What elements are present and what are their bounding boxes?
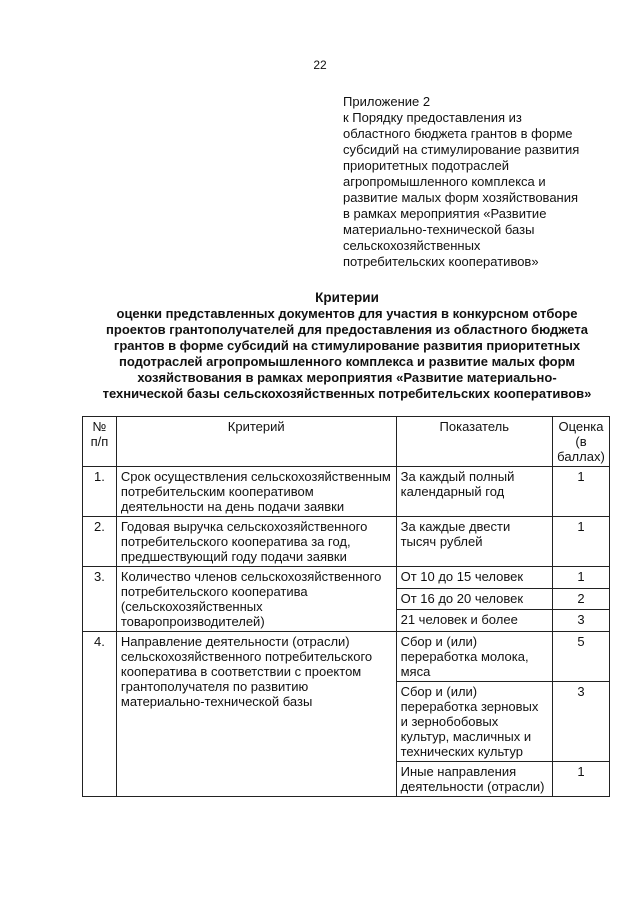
- page-number: 22: [313, 58, 327, 72]
- row-score: 1: [552, 567, 609, 589]
- appendix-line: к Порядку предоставления из: [343, 110, 522, 125]
- title-line: хозяйствования в рамках мероприятия «Развитие материально-: [137, 370, 557, 385]
- row-indicator: 21 человек и более: [396, 610, 552, 632]
- appendix-line: развитие малых форм хозяйствования: [343, 190, 579, 205]
- title-line: подотраслей агропромышленного комплекса и развитие малых форм: [118, 354, 576, 369]
- appendix-line: агропромышленного комплекса и: [343, 174, 546, 189]
- appendix-line: потребительских кооперативов»: [343, 254, 539, 269]
- appendix-block: [343, 94, 613, 270]
- title-line: проектов грантополучателей для предоставления из областного бюджета: [106, 322, 588, 337]
- row-criterion: Срок осуществления сельскохозяйственным потребительским кооперативом деятельности на день подачи заявки: [116, 467, 396, 517]
- title-heading: Критерии: [315, 290, 379, 305]
- header-score: Оценка (в баллах): [552, 417, 609, 467]
- header-criterion: Критерий: [116, 417, 396, 467]
- row-indicator: За каждые двести тысяч рублей: [396, 517, 552, 567]
- table-row: [83, 567, 610, 589]
- title-line: грантов в форме субсидий на стимулирование развития приоритетных: [113, 338, 581, 353]
- title-line: оценки представленных документов для участия в конкурсном отборе: [116, 306, 578, 321]
- row-score: 5: [552, 632, 609, 682]
- table-row: [83, 467, 610, 517]
- row-number: 4.: [83, 632, 117, 797]
- header-no: № п/п: [83, 417, 117, 467]
- row-score: 1: [552, 467, 609, 517]
- row-score: 3: [552, 682, 609, 762]
- title-line: технической базы сельскохозяйственных потребительских кооперативов»: [102, 386, 592, 401]
- row-indicator: Сбор и (или) переработка зерновых и зернобобовых культур, масличных и технических культур: [396, 682, 552, 762]
- row-indicator: Сбор и (или) переработка молока, мяса: [396, 632, 552, 682]
- table-header-row: [83, 417, 610, 467]
- appendix-title: Приложение 2: [343, 94, 431, 109]
- row-criterion: Направление деятельности (отрасли) сельскохозяйственного потребительского кооператива в соответствии с проектом грантополучателя по развитию материально-технической базы: [116, 632, 396, 797]
- row-number: 1.: [83, 467, 117, 517]
- row-score: 2: [552, 588, 609, 610]
- header-indicator: Показатель: [396, 417, 552, 467]
- row-score: 1: [552, 762, 609, 797]
- table-row: [83, 517, 610, 567]
- row-indicator: За каждый полный календарный год: [396, 467, 552, 517]
- criteria-table: [82, 416, 610, 797]
- appendix-line: областного бюджета грантов в форме: [343, 126, 573, 141]
- appendix-line: материально-технической базы: [343, 222, 535, 237]
- row-score: 1: [552, 517, 609, 567]
- row-number: 3.: [83, 567, 117, 632]
- table-row: [83, 632, 610, 682]
- row-criterion: Годовая выручка сельскохозяйственного потребительского кооператива за год, предшествующий году подачи заявки: [116, 517, 396, 567]
- row-indicator: Иные направления деятельности (отрасли): [396, 762, 552, 797]
- row-indicator: От 16 до 20 человек: [396, 588, 552, 610]
- row-number: 2.: [83, 517, 117, 567]
- row-indicator: От 10 до 15 человек: [396, 567, 552, 589]
- row-criterion: Количество членов сельскохозяйственного потребительского кооператива (сельскохозяйственных товаропроизводителей): [116, 567, 396, 632]
- appendix-line: приоритетных подотраслей: [343, 158, 509, 173]
- appendix-line: сельскохозяйственных: [343, 238, 481, 253]
- document-title: [82, 290, 612, 402]
- appendix-line: в рамках мероприятия «Развитие: [343, 206, 547, 221]
- row-score: 3: [552, 610, 609, 632]
- appendix-line: субсидий на стимулирование развития: [343, 142, 580, 157]
